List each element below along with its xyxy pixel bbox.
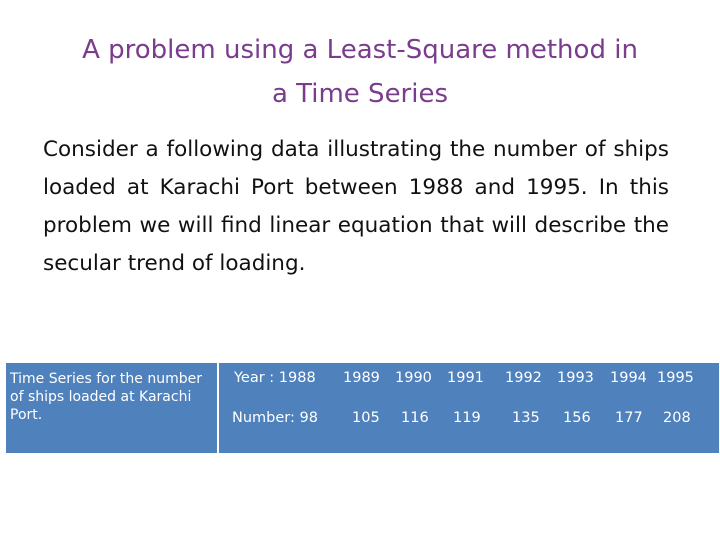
number-1990: 116 — [401, 410, 429, 426]
slide-title — [40, 28, 680, 116]
year-label: Year : 1988 — [234, 370, 316, 386]
number-1992: 135 — [512, 410, 540, 426]
year-1989: 1989 — [343, 370, 380, 386]
year-1995: 1995 — [657, 370, 694, 386]
table-label: Time Series for the number of ships loaded at Karachi Port. — [6, 363, 218, 453]
slide-title-line-2: a Time Series — [271, 79, 449, 109]
table-values — [218, 363, 719, 453]
number-1991: 119 — [453, 410, 481, 426]
number-1994: 177 — [615, 410, 643, 426]
year-1991: 1991 — [447, 370, 484, 386]
body-paragraph: Consider a following data illustrating the number of ships loaded at Karachi Port between 1988 and 1995. In this problem we will find linear equation that will describe the secular trend of loading. — [43, 137, 669, 276]
number-1993: 156 — [563, 410, 591, 426]
slide-title-line-1: A problem using a Least-Square method in — [82, 35, 638, 65]
year-1994: 1994 — [610, 370, 647, 386]
data-table — [6, 363, 719, 453]
year-1990: 1990 — [395, 370, 432, 386]
year-1992: 1992 — [505, 370, 542, 386]
number-1989: 105 — [352, 410, 380, 426]
number-label: Number: 98 — [232, 410, 318, 426]
number-1995: 208 — [663, 410, 691, 426]
year-1993: 1993 — [557, 370, 594, 386]
